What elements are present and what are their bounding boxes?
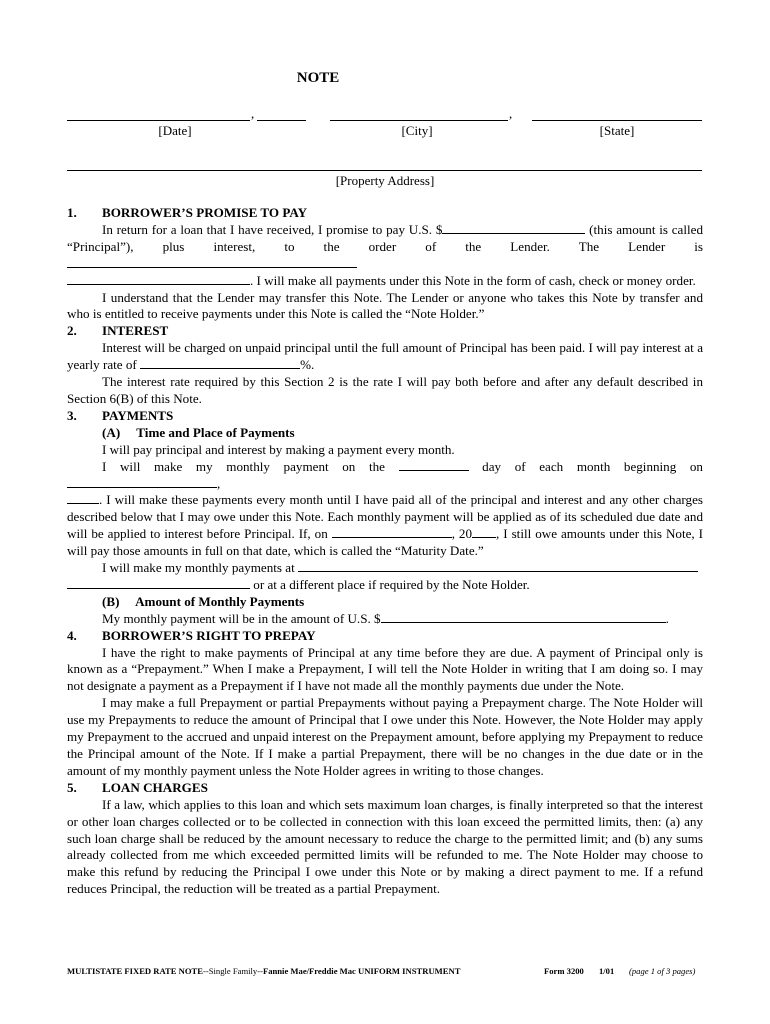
footer-left-mid: --Single Family-- bbox=[203, 966, 263, 976]
document-title: NOTE bbox=[296, 70, 340, 86]
section-1-number: 1. bbox=[67, 205, 77, 220]
year-blank[interactable] bbox=[257, 120, 306, 121]
section-5-title: LOAN CHARGES bbox=[102, 779, 208, 795]
s3-p3a: I will make my monthly payments at bbox=[102, 560, 299, 576]
payment-place-blank[interactable] bbox=[298, 560, 698, 572]
city-comma: , bbox=[509, 106, 513, 121]
section-1-paragraph-2: I understand that the Lender may transfer this Note. The Lender or anyone who takes this Note by transfer and who is entitled to receive payments under this Note is called the “Note Holder.” bbox=[67, 289, 703, 322]
s3-p2a: I will make my monthly payment on the bbox=[102, 458, 399, 474]
property-address-caption: [Property Address] bbox=[335, 173, 435, 188]
section-4-heading bbox=[67, 628, 703, 645]
section-2-title: INTEREST bbox=[102, 323, 169, 339]
section-3b-heading: (B) Amount of Monthly Payments bbox=[102, 593, 305, 609]
section-2-number: 2. bbox=[67, 323, 77, 339]
footer-page-number: (page 1 of 3 pages) bbox=[629, 966, 696, 976]
s3-p3b: or at a different place if required by the Note Holder. bbox=[250, 576, 530, 592]
s1-p1a: In return for a loan that I have received, I promise to pay U.S. $ bbox=[102, 221, 443, 237]
footer-form-date: 1/01 bbox=[599, 966, 615, 976]
s3-p4b: . bbox=[665, 610, 669, 626]
s3-p4a: My monthly payment will be in the amount of U.S. $ bbox=[102, 610, 381, 626]
section-3-paragraph-3 bbox=[67, 560, 703, 594]
principal-amount-blank[interactable] bbox=[442, 222, 585, 234]
s1-p1b: (this amount is called “Principal”), plus interest, to the order of the Lender. The Lender is bbox=[67, 221, 703, 254]
first-payment-year-blank[interactable] bbox=[67, 492, 99, 504]
footer-form-number: Form 3200 bbox=[544, 966, 584, 976]
section-3-title: PAYMENTS bbox=[102, 407, 174, 423]
state-blank[interactable] bbox=[532, 120, 702, 121]
city-caption: [City] bbox=[401, 123, 433, 138]
section-5-paragraph-1: If a law, which applies to this loan and which sets maximum loan charges, is finally interpreted so that the interest or other loan charges collected or to be collected in connection with this loan exceed the permitted limits, then: (a) any such loan charge shall be reduced by the amount necessary to reduce the charge to the permitted limit; and (b) any sums already collected from me which exceeded permitted limits will be refunded to me. The Note Holder may choose to make this refund by reducing the Principal I owe under this Note or by making a direct payment to me. If a refund reduces Principal, the reduction will be treated as a partial Prepayment. bbox=[67, 796, 703, 897]
monthly-payment-amount-blank[interactable] bbox=[381, 611, 666, 623]
section-2-paragraph-2: The interest rate required by this Section 2 is the rate I will pay both before and after any default described in Section 6(B) of this Note. bbox=[67, 374, 703, 406]
section-3-number: 3. bbox=[67, 407, 77, 423]
section-3-paragraph-4 bbox=[67, 611, 703, 628]
s3-p2e: , 20 bbox=[451, 526, 473, 542]
maturity-date-blank[interactable] bbox=[332, 526, 452, 538]
section-1-title: BORROWER’S PROMISE TO PAY bbox=[102, 205, 308, 220]
lender-name-blank-2[interactable] bbox=[67, 273, 250, 285]
property-address-blank[interactable] bbox=[67, 170, 702, 171]
s3-p2b: day of each month beginning on bbox=[468, 458, 703, 474]
section-2-heading bbox=[67, 323, 703, 340]
section-3-heading bbox=[67, 408, 703, 425]
s3-p2d: . I will make these payments every month until I have paid all of the principal and interest and any other charges described below that I may owe under this Note. Each monthly payment will be applied as of its scheduled due date and will be applied to interest before Principal. If, on bbox=[67, 492, 703, 542]
section-4-paragraph-1: I have the right to make payments of Principal at any time before they are due. A payment of Principal only is known as a “Prepayment.” When I make a Prepayment, I will tell the Note Holder in writing that I am doing so. I may not designate a payment as a Prepayment if I have not made all the monthly payments due under the Note. bbox=[67, 644, 703, 694]
s3-p2f: , I still owe amounts under this Note, I will pay those amounts in full on that date, which is called the “Maturity Date.” bbox=[67, 526, 703, 559]
section-4-title: BORROWER’S RIGHT TO PREPAY bbox=[102, 627, 316, 643]
s3-p2c: , bbox=[217, 475, 221, 491]
date-blank[interactable] bbox=[67, 120, 250, 121]
first-payment-date-blank[interactable] bbox=[67, 476, 217, 488]
maturity-year-blank[interactable] bbox=[472, 526, 496, 538]
section-3a-heading: (A) Time and Place of Payments bbox=[102, 424, 295, 440]
date-comma: , bbox=[251, 106, 255, 121]
section-5-number: 5. bbox=[67, 779, 77, 795]
section-2-paragraph-1 bbox=[67, 340, 703, 374]
payment-day-blank[interactable] bbox=[399, 459, 469, 471]
s2-p1b: %. bbox=[300, 357, 315, 373]
state-caption: [State] bbox=[599, 123, 635, 138]
section-1-heading bbox=[67, 205, 703, 222]
payment-place-blank-2[interactable] bbox=[67, 577, 250, 589]
footer-left-bold-2: Fannie Mae/Freddie Mac UNIFORM INSTRUMENT bbox=[262, 966, 461, 976]
s2-p1a: Interest will be charged on unpaid principal until the full amount of Principal has been paid. I will pay interest at a yearly rate of bbox=[67, 340, 703, 373]
section-4-paragraph-2: I may make a full Prepayment or partial Prepayments without paying a Prepayment charge. The Note Holder will use my Prepayments to reduce the amount of Principal that I owe under this Note. However, the Note Holder may apply my Prepayment to the accrued and unpaid interest on the Prepayment amount, before applying my Prepayment to reduce the Principal amount of the Note. If I make a partial Prepayment, there will be no changes in the due date or in the amount of my monthly payment unless the Note Holder agrees in writing to those changes. bbox=[67, 695, 703, 778]
footer-instrument-title bbox=[67, 966, 460, 976]
note-sections bbox=[67, 205, 703, 898]
section-4-number: 4. bbox=[67, 627, 77, 643]
interest-rate-blank[interactable] bbox=[140, 357, 300, 369]
section-5-heading bbox=[67, 780, 703, 797]
section-3-paragraph-2 bbox=[67, 459, 703, 560]
section-3-paragraph-1: I will pay principal and interest by making a payment every month. bbox=[102, 441, 455, 457]
date-caption: [Date] bbox=[158, 123, 192, 138]
lender-name-blank[interactable] bbox=[67, 256, 357, 268]
section-1-paragraph-1 bbox=[67, 222, 703, 290]
footer-left-bold-1: MULTISTATE FIXED RATE NOTE bbox=[67, 966, 204, 976]
s1-p1c: . I will make all payments under this Note in the form of cash, check or money order. bbox=[250, 272, 696, 288]
city-blank[interactable] bbox=[330, 120, 508, 121]
